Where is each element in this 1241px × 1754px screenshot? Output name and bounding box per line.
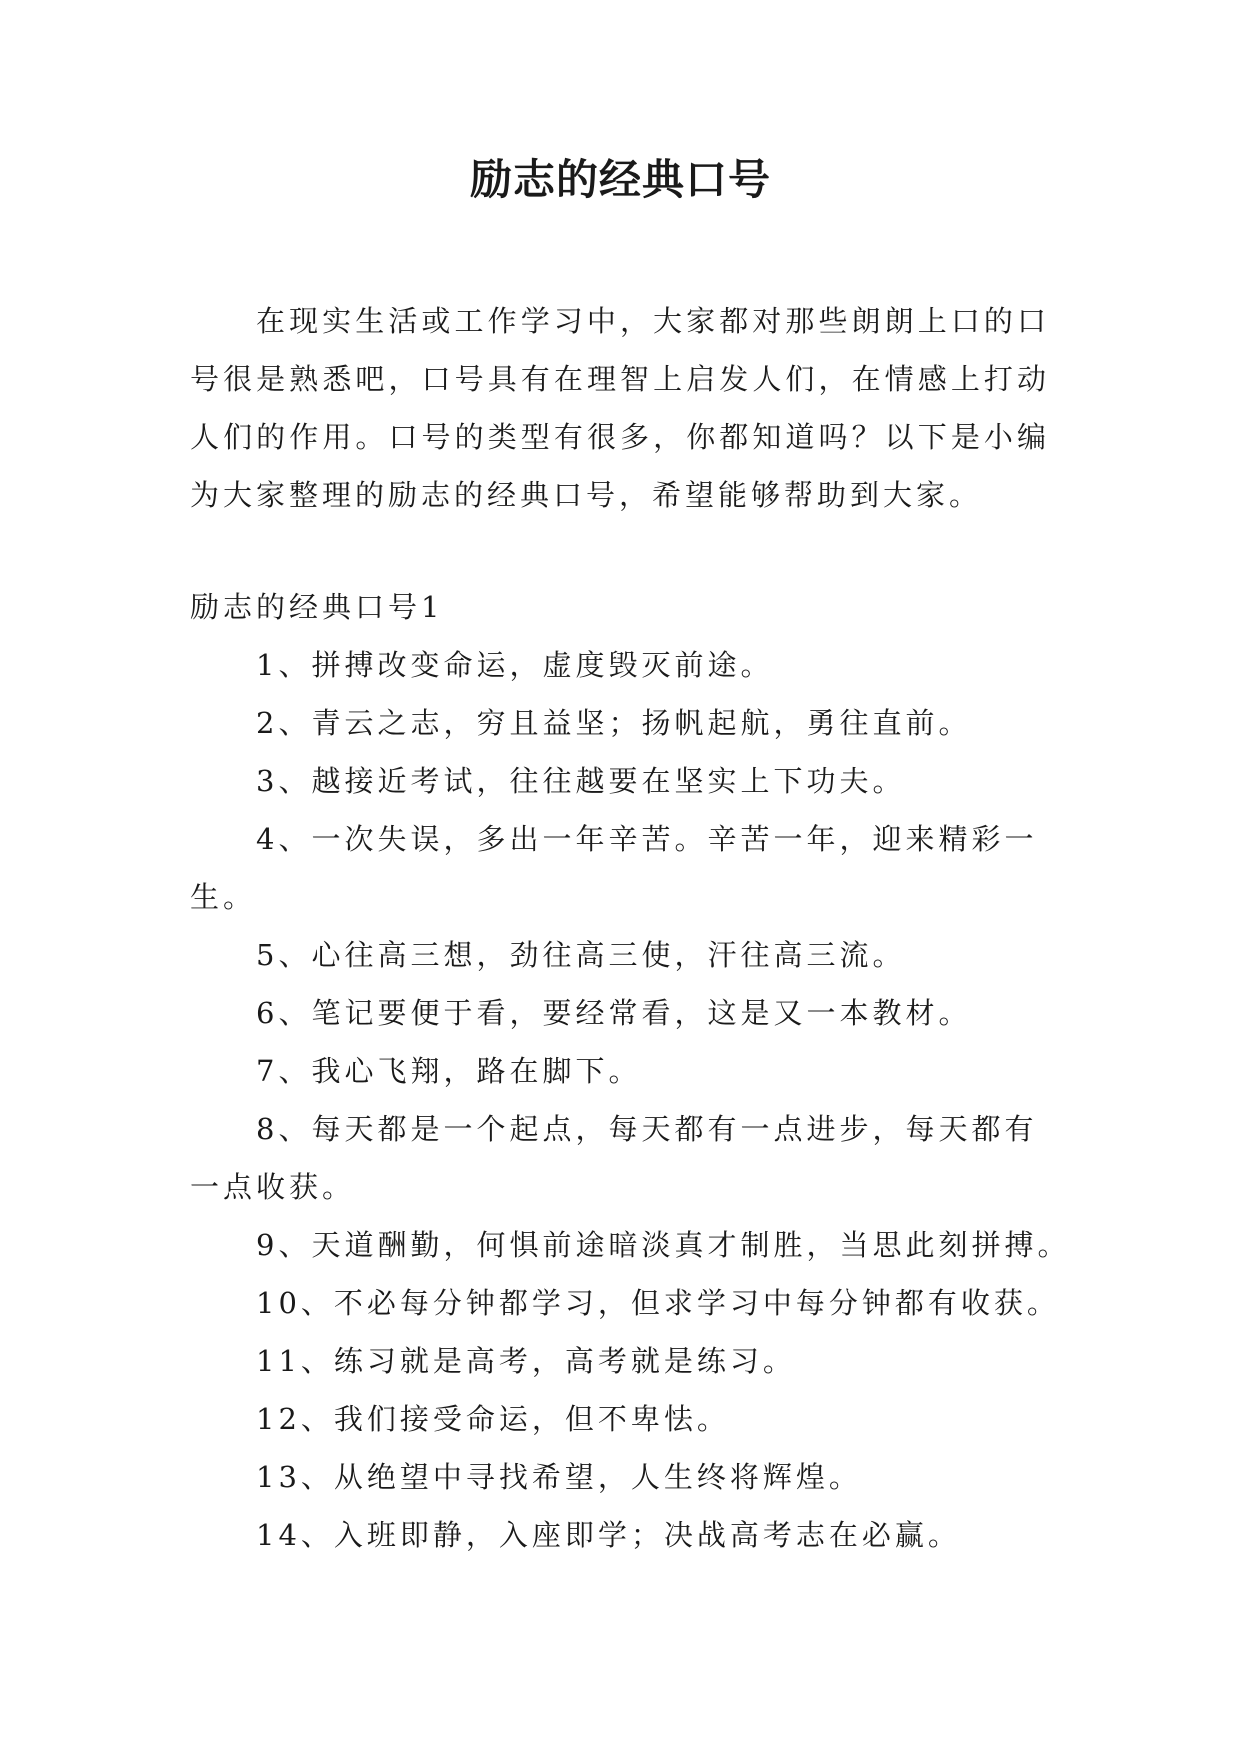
list-item: 1、拼搏改变命运，虚度毁灭前途。 <box>256 648 774 682</box>
list-item: 5、心往高三想，劲往高三使，汗往高三流。 <box>256 938 906 972</box>
list-item: 8、每天都是一个起点，每天都有一点进步，每天都有一点收获。 <box>190 1112 1038 1204</box>
document-title: 励志的经典口号 <box>469 155 771 204</box>
intro-paragraph: 在现实生活或工作学习中，大家都对那些朗朗上口的口号很是熟悉吧，口号具有在理智上启发人们，在情感上打动人们的作用。口号的类型有很多，你都知道吗？以下是小编为大家整理的励志的经典口号，希望能够帮助到大家。 <box>190 304 1050 512</box>
list-item: 7、我心飞翔，路在脚下。 <box>256 1054 642 1088</box>
slogan-list <box>190 636 1070 1564</box>
list-item: 12、我们接受命运，但不卑怯。 <box>256 1402 730 1436</box>
list-item: 4、一次失误，多出一年辛苦。辛苦一年，迎来精彩一生。 <box>190 822 1038 914</box>
list-item: 11、练习就是高考，高考就是练习。 <box>256 1344 796 1378</box>
list-item: 6、笔记要便于看，要经常看，这是又一本教材。 <box>256 996 972 1030</box>
list-item: 14、入班即静，入座即学；决战高考志在必赢。 <box>256 1518 961 1552</box>
list-item: 10、不必每分钟都学习，但求学习中每分钟都有收获。 <box>256 1286 1060 1320</box>
list-item: 2、青云之志，穷且益坚；扬帆起航，勇往直前。 <box>256 706 972 740</box>
list-item: 3、越接近考试，往往越要在坚实上下功夫。 <box>256 764 906 798</box>
list-item: 9、天道酬勤，何惧前途暗淡真才制胜，当思此刻拼搏。 <box>256 1228 1071 1262</box>
list-item: 13、从绝望中寻找希望，人生终将辉煌。 <box>256 1460 862 1494</box>
section-heading: 励志的经典口号1 <box>190 590 444 624</box>
